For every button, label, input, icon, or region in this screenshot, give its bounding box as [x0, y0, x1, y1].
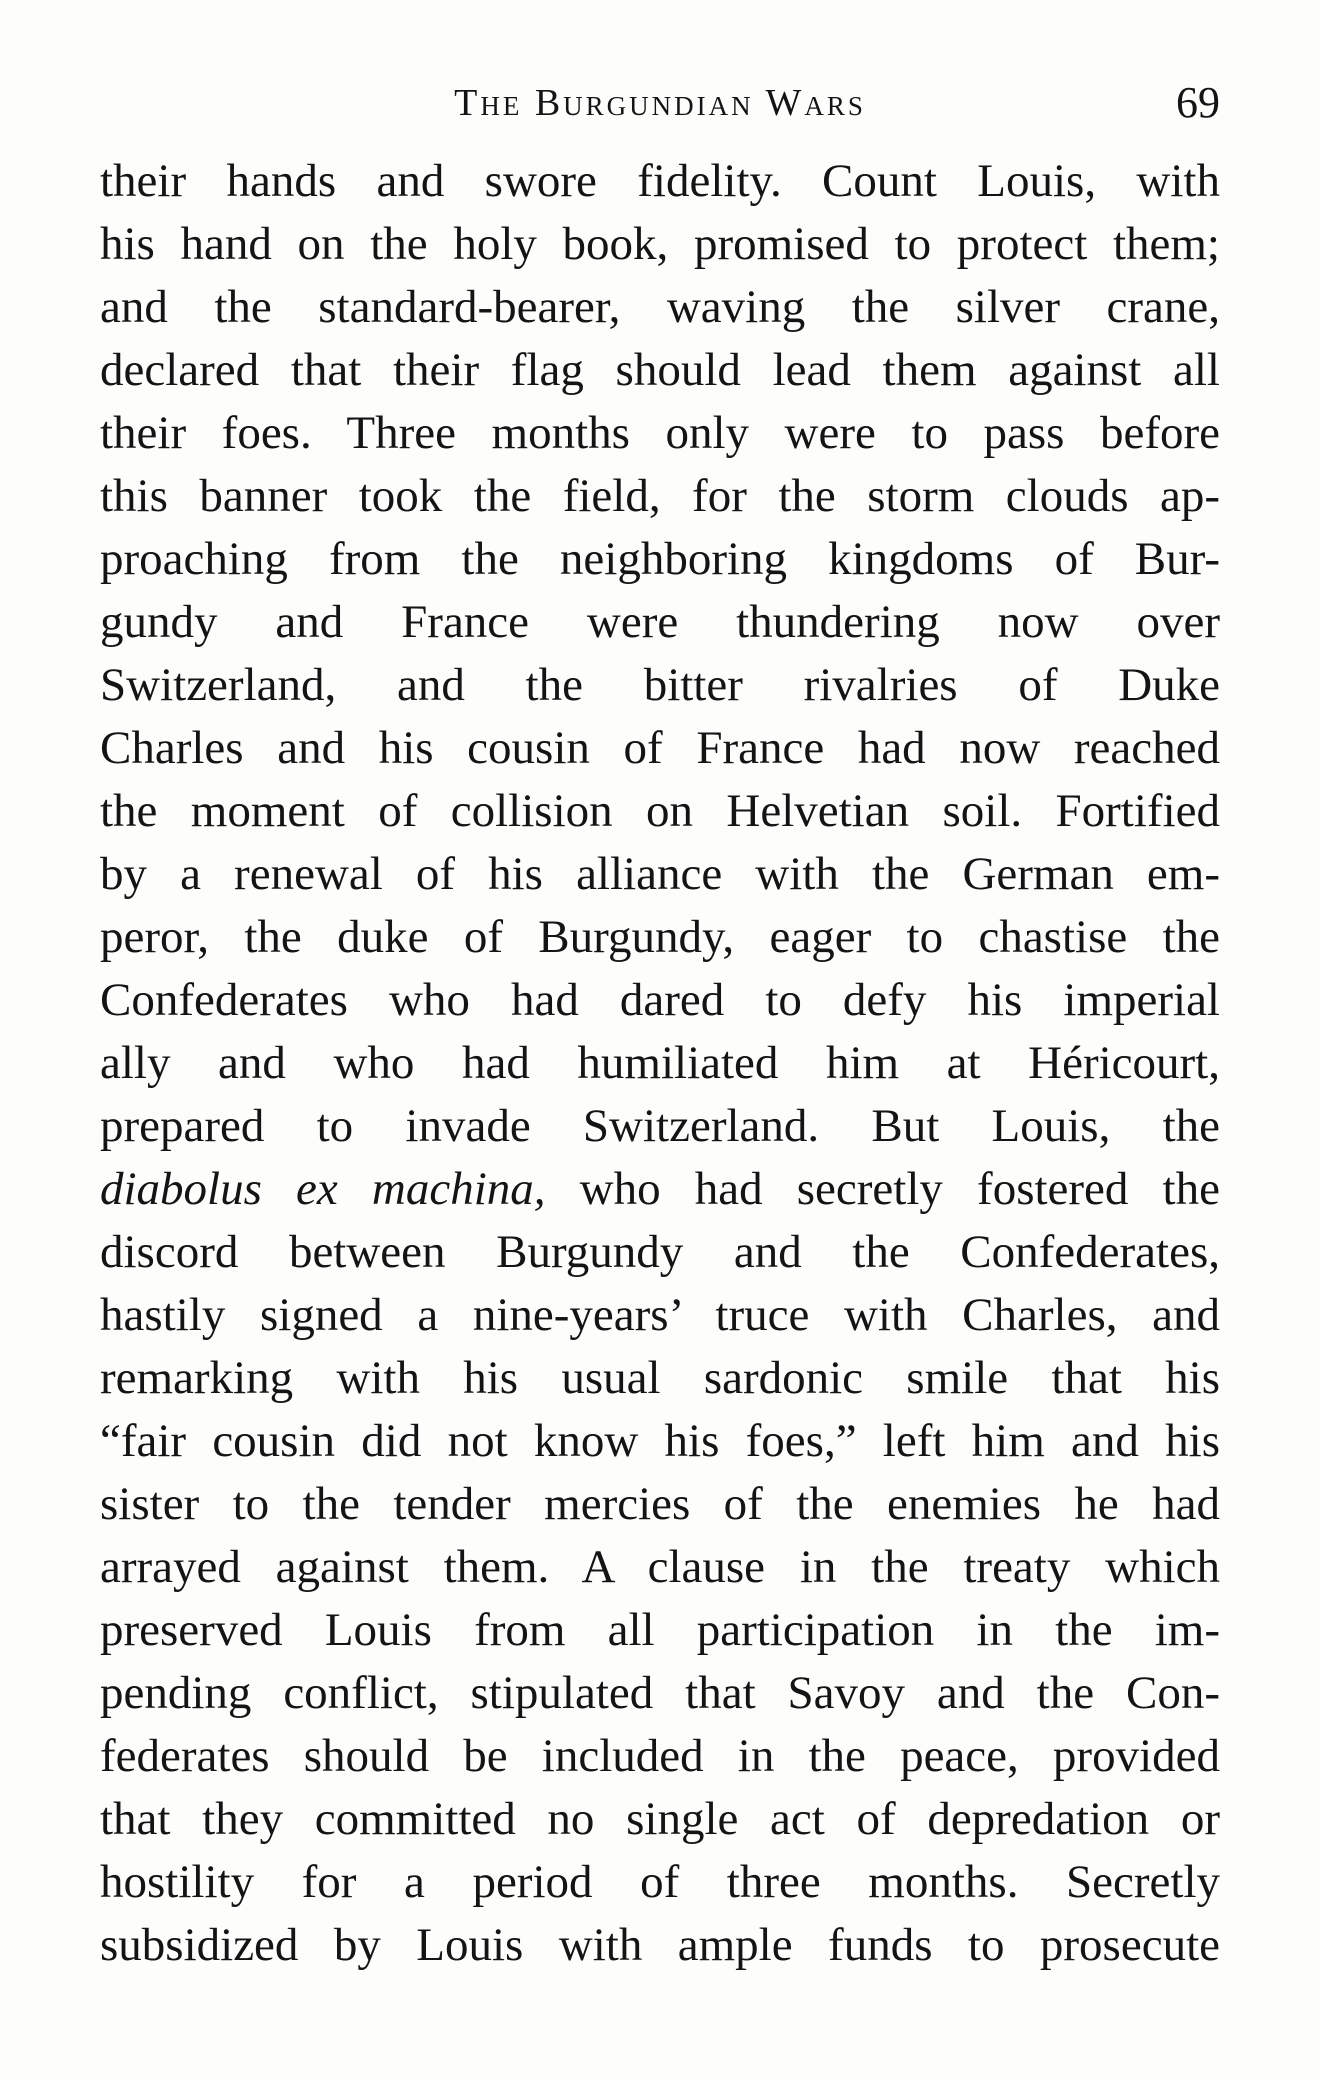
text-line: his hand on the holy book, promised to protect them;: [100, 218, 1220, 270]
text-line: preserved Louis from all participation in the im-: [100, 1604, 1220, 1656]
text-line-italic-phrase: [100, 1158, 1220, 1221]
text-line: pending conflict, stipulated that Savoy and the Con-: [100, 1667, 1220, 1719]
text-line: peror, the duke of Burgundy, eager to chastise the: [100, 911, 1220, 963]
text-line: their hands and swore fidelity. Count Louis, with: [100, 155, 1220, 207]
text-line: Confederates who had dared to defy his imperial: [100, 974, 1220, 1026]
text-line: federates should be included in the peace, provided: [100, 1730, 1220, 1782]
text-line: hostility for a period of three months. Secretly: [100, 1856, 1220, 1908]
running-head: [100, 68, 1220, 138]
text-line: remarking with his usual sardonic smile that his: [100, 1352, 1220, 1404]
text-line: subsidized by Louis with ample funds to prosecute: [100, 1919, 1220, 1971]
text-line: gundy and France were thundering now over: [100, 596, 1220, 648]
text-line: sister to the tender mercies of the enemies he had: [100, 1478, 1220, 1530]
text-line: the moment of collision on Helvetian soil. Fortified: [100, 785, 1220, 837]
text-line: “fair cousin did not know his foes,” left him and his: [100, 1415, 1220, 1467]
text-line: arrayed against them. A clause in the treaty which: [100, 1541, 1220, 1593]
text-line: their foes. Three months only were to pass before: [100, 407, 1220, 459]
running-title: The Burgundian Wars: [454, 82, 866, 124]
text-line: declared that their flag should lead them against all: [100, 344, 1220, 396]
text-line: this banner took the field, for the storm clouds ap-: [100, 470, 1220, 522]
text-line: and the standard-bearer, waving the silver crane,: [100, 281, 1220, 333]
italic-phrase: diabolus ex machina,: [100, 1163, 546, 1215]
text-line: Charles and his cousin of France had now reached: [100, 722, 1220, 774]
page-number: 69: [1176, 78, 1220, 127]
text-line: Switzerland, and the bitter rivalries of Duke: [100, 659, 1220, 711]
text-line: proaching from the neighboring kingdoms of Bur-: [100, 533, 1220, 585]
text-line: ally and who had humiliated him at Héricourt,: [100, 1037, 1220, 1089]
text-line-rest: who had secretly fostered the: [545, 1163, 1220, 1215]
text-line: prepared to invade Switzerland. But Louis, the: [100, 1100, 1220, 1152]
text-line: hastily signed a nine-years’ truce with Charles, and: [100, 1289, 1220, 1341]
body-text: [100, 150, 1220, 1977]
text-line: by a renewal of his alliance with the German em-: [100, 848, 1220, 900]
text-line: that they committed no single act of depredation or: [100, 1793, 1220, 1845]
text-line: discord between Burgundy and the Confederates,: [100, 1226, 1220, 1278]
